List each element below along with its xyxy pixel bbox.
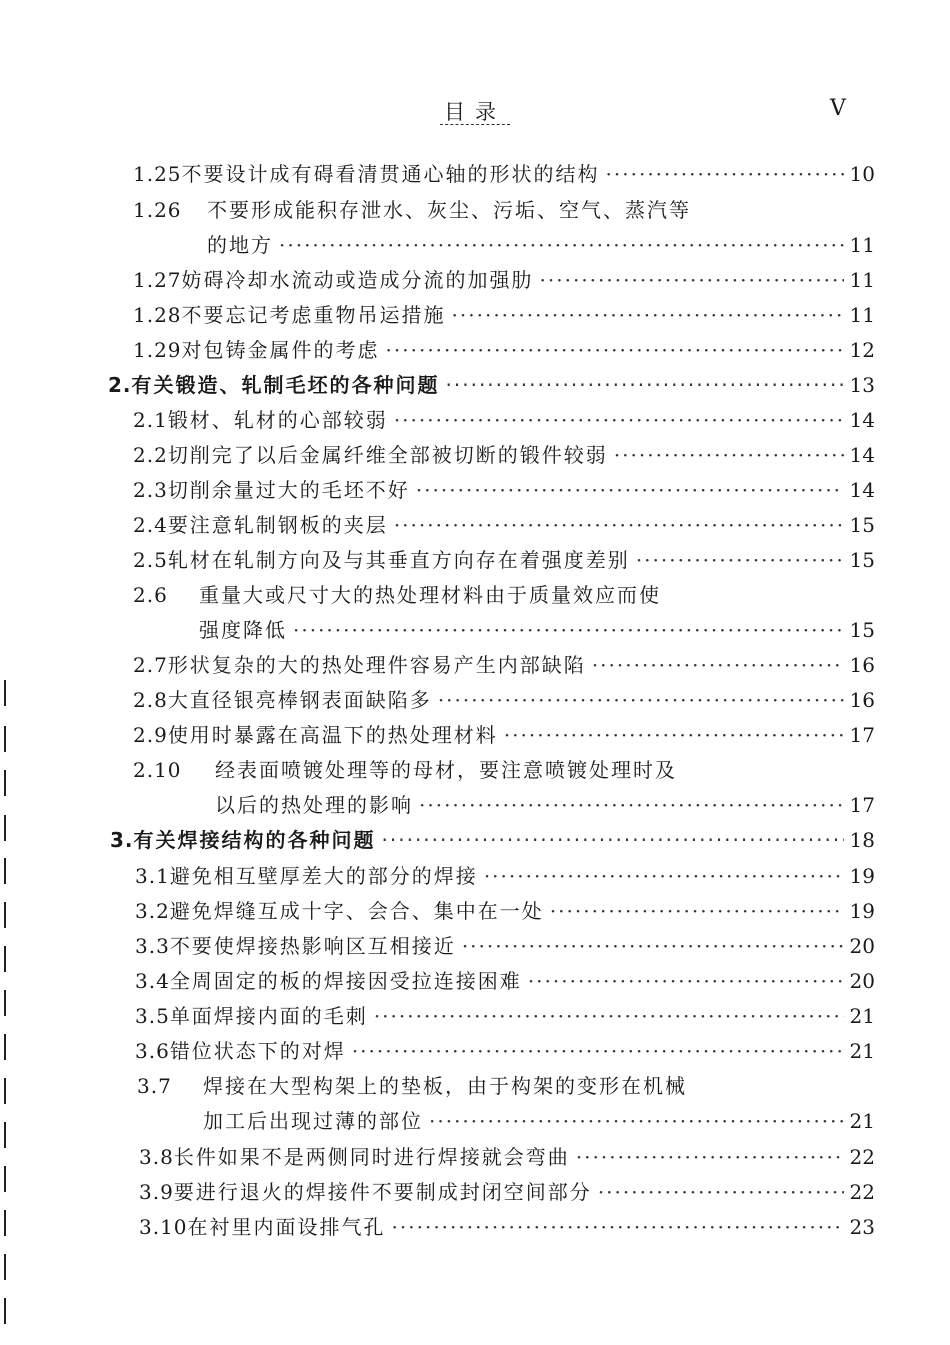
margin-mark — [4, 1034, 6, 1060]
toc-entry-title: 单面焊接内面的毛刺 — [169, 1004, 368, 1028]
toc-entry-page: 18 — [849, 828, 875, 852]
dot-leader — [540, 268, 844, 292]
toc-entry[interactable] — [135, 860, 875, 890]
toc-entry-title: 对包铸金属件的考虑 — [181, 338, 380, 362]
toc-entry-page: 11 — [849, 233, 875, 257]
toc-entry-page: 19 — [849, 899, 875, 923]
toc-entry-page: 21 — [849, 1004, 875, 1028]
toc-entry-page: 20 — [849, 934, 875, 958]
margin-mark — [4, 1254, 6, 1280]
toc-entry-title: 在衬里内面设排气孔 — [187, 1215, 386, 1239]
toc-entry[interactable] — [133, 474, 875, 504]
toc-entry-page: 17 — [849, 793, 875, 817]
toc-entry-title-continued: 强度降低 — [199, 618, 287, 642]
toc-entry-page: 16 — [849, 653, 875, 677]
toc-entry-title: 全周固定的板的焊接因受拉连接困难 — [169, 969, 522, 993]
toc-entry-number: 2.5 — [133, 548, 168, 572]
toc-entry-number: 2.4 — [133, 513, 168, 537]
toc-entry-number: 3.5 — [135, 1004, 170, 1028]
toc-entry[interactable] — [133, 544, 875, 574]
toc-entry[interactable] — [133, 579, 875, 609]
dot-leader — [438, 688, 844, 712]
dot-leader — [416, 478, 844, 502]
toc-entry-page: 14 — [849, 408, 875, 432]
toc-entry-number: 3.9 — [139, 1180, 174, 1204]
toc-entry-number: 2.9 — [133, 723, 168, 747]
toc-entry-title: 不要设计成有碍看清贯通心轴的形状的结构 — [181, 162, 600, 186]
toc-entry-page: 22 — [849, 1180, 875, 1204]
toc-entry-number: 2.10 — [133, 758, 182, 782]
margin-mark — [4, 770, 6, 796]
toc-entry[interactable] — [139, 1176, 875, 1206]
toc-entry-title: 使用时暴露在高温下的热处理材料 — [167, 723, 498, 747]
toc-entry-page: 11 — [849, 303, 875, 327]
toc-entry-title: 避免相互壁厚差大的部分的焊接 — [169, 864, 478, 888]
toc-entry-page: 15 — [849, 618, 875, 642]
margin-mark — [4, 680, 6, 706]
dot-leader — [592, 653, 844, 677]
toc-entry-page: 21 — [849, 1109, 875, 1133]
toc-entry-title: 不要使焊接热影响区互相接近 — [169, 934, 456, 958]
toc-entry-number: 3.3 — [135, 934, 170, 958]
toc-entry-number: 1.27 — [133, 268, 182, 292]
toc-entry-title: 长件如果不是两侧同时进行焊接就会弯曲 — [173, 1145, 570, 1169]
toc-entry-page: 16 — [849, 688, 875, 712]
toc-entry-number: 3.10 — [139, 1215, 188, 1239]
toc-entry-continuation[interactable] — [215, 789, 875, 819]
toc-entry-title: 避免焊缝互成十字、会合、集中在一处 — [169, 899, 544, 923]
toc-entry[interactable] — [135, 930, 875, 960]
toc-entry[interactable] — [133, 509, 875, 539]
margin-mark — [4, 815, 6, 841]
toc-entry[interactable] — [133, 754, 875, 784]
dot-leader — [550, 899, 844, 923]
toc-entry-title: 错位状态下的对焊 — [169, 1039, 346, 1063]
toc-entry[interactable] — [133, 158, 875, 188]
toc-entry-title-continued: 加工后出现过薄的部位 — [203, 1109, 423, 1133]
toc-entry-title: 重量大或尺寸大的热处理材料由于质量效应而使 — [199, 583, 661, 607]
toc-entry[interactable] — [139, 1211, 875, 1241]
margin-mark — [4, 1078, 6, 1104]
toc-entry-title: 形状复杂的大的热处理件容易产生内部缺陷 — [167, 653, 586, 677]
page-header-title: 目录 — [0, 96, 950, 126]
toc-entry-page: 19 — [849, 864, 875, 888]
margin-mark — [4, 990, 6, 1016]
toc-entry-title: 要注意轧制钢板的夹层 — [167, 513, 388, 537]
toc-entry-title: 经表面喷镀处理等的母材，要注意喷镀处理时及 — [215, 758, 677, 782]
toc-entry-title: 妨碍冷却水流动或造成分流的加强肋 — [181, 268, 534, 292]
dot-leader — [452, 303, 844, 327]
toc-entry-title: 切削完了以后金属纤维全部被切断的锻件较弱 — [167, 443, 608, 467]
toc-entry-page: 15 — [849, 548, 875, 572]
margin-mark — [4, 1166, 6, 1192]
toc-entry[interactable] — [133, 439, 875, 469]
toc-entry-number: 2.1 — [133, 408, 168, 432]
dot-leader — [386, 338, 844, 362]
toc-entry-number: 2.7 — [133, 653, 168, 677]
dot-leader — [293, 618, 844, 642]
margin-mark — [4, 946, 6, 972]
toc-entry-title: 不要忘记考虑重物吊运措施 — [181, 303, 446, 327]
toc-entry-page: 10 — [849, 162, 875, 186]
dot-leader — [576, 1145, 844, 1169]
toc-entry-page: 22 — [849, 1145, 875, 1169]
toc-entry-continuation[interactable] — [203, 1105, 875, 1135]
dot-leader — [504, 723, 844, 747]
toc-entry-title: 锻材、轧材的心部较弱 — [167, 408, 388, 432]
toc-entry-title-continued: 的地方 — [207, 233, 273, 257]
dot-leader — [374, 1004, 844, 1028]
dot-leader — [382, 828, 844, 852]
toc-entry[interactable] — [133, 649, 875, 679]
dot-leader — [352, 1039, 844, 1063]
dot-leader — [528, 969, 844, 993]
toc-entry-page: 11 — [849, 268, 875, 292]
toc-entry-number: 3.8 — [139, 1145, 174, 1169]
toc-entry-title: 不要形成能积存泄水、灰尘、污垢、空气、蒸汽等 — [207, 198, 691, 222]
toc-chapter-entry[interactable] — [108, 369, 875, 399]
page-number-roman: V — [830, 96, 846, 121]
dot-leader — [392, 1215, 844, 1239]
toc-entry-title: 切削余量过大的毛坯不好 — [167, 478, 410, 502]
toc-entry-number: 1.28 — [133, 303, 182, 327]
toc-entry-page: 13 — [849, 373, 875, 397]
dot-leader — [606, 162, 844, 186]
toc-entry-number: 2.6 — [133, 583, 168, 607]
margin-mark — [4, 1210, 6, 1236]
toc-entry-number: 2.8 — [133, 688, 168, 712]
toc-entry-number: 3.7 — [137, 1074, 172, 1098]
toc-entry-page: 15 — [849, 513, 875, 537]
toc-entry-title: 轧材在轧制方向及与其垂直方向存在着强度差别 — [167, 548, 630, 572]
toc-entry-number: 3.4 — [135, 969, 170, 993]
toc-chapter-number: 3. — [110, 828, 134, 852]
toc-chapter-title: 有关焊接结构的各种问题 — [133, 828, 376, 852]
dot-leader — [394, 408, 844, 432]
toc-entry[interactable] — [133, 299, 875, 329]
toc-entry-page: 17 — [849, 723, 875, 747]
toc-entry[interactable] — [133, 719, 875, 749]
toc-entry-title: 要进行退火的焊接件不要制成封闭空间部分 — [173, 1180, 592, 1204]
dot-leader — [636, 548, 844, 572]
dot-leader — [462, 934, 844, 958]
toc-entry-title-continued: 以后的热处理的影响 — [215, 793, 413, 817]
toc-entry-continuation[interactable] — [199, 614, 875, 644]
margin-mark — [4, 726, 6, 752]
toc-entry-page: 12 — [849, 338, 875, 362]
toc-entry-number: 3.2 — [135, 899, 170, 923]
toc-entry[interactable] — [133, 334, 875, 364]
toc-entry[interactable] — [135, 1035, 875, 1065]
toc-entry-number: 2.2 — [133, 443, 168, 467]
toc-entry-number: 3.6 — [135, 1039, 170, 1063]
toc-entry-number: 1.29 — [133, 338, 182, 362]
toc-chapter-number: 2. — [108, 373, 132, 397]
toc-entry-page: 14 — [849, 443, 875, 467]
toc-entry-title: 大直径银亮棒钢表面缺陷多 — [167, 688, 432, 712]
toc-entry[interactable] — [139, 1141, 875, 1171]
toc-entry-page: 21 — [849, 1039, 875, 1063]
toc-entry-page: 23 — [849, 1215, 875, 1239]
dot-leader — [394, 513, 844, 537]
dot-leader — [614, 443, 844, 467]
toc-entry[interactable] — [133, 194, 875, 224]
toc-entry[interactable] — [133, 684, 875, 714]
dot-leader — [419, 793, 844, 817]
dot-leader — [446, 373, 844, 397]
dot-leader — [429, 1109, 844, 1133]
margin-mark — [4, 1122, 6, 1148]
toc-entry[interactable] — [133, 264, 875, 294]
toc-entry-number: 1.25 — [133, 162, 182, 186]
margin-mark — [4, 858, 6, 884]
toc-entry[interactable] — [133, 404, 875, 434]
toc-entry-title: 焊接在大型构架上的垫板，由于构架的变形在机械 — [203, 1074, 687, 1098]
toc-entry-continuation[interactable] — [207, 229, 875, 259]
toc-entry-number: 3.1 — [135, 864, 170, 888]
toc-entry-page: 14 — [849, 478, 875, 502]
margin-mark — [4, 902, 6, 928]
toc-entry[interactable] — [135, 1000, 875, 1030]
toc-entry-number: 1.26 — [133, 198, 182, 222]
margin-mark — [4, 1298, 6, 1324]
toc-entry-number: 2.3 — [133, 478, 168, 502]
dot-leader — [598, 1180, 844, 1204]
toc-chapter-entry[interactable] — [110, 824, 875, 854]
toc-entry[interactable] — [135, 965, 875, 995]
scan-margin-artifact — [4, 680, 6, 1330]
dot-leader — [279, 233, 844, 257]
dot-leader — [484, 864, 844, 888]
toc-entry-page: 20 — [849, 969, 875, 993]
toc-entry[interactable] — [137, 1070, 875, 1100]
toc-entry[interactable] — [135, 895, 875, 925]
toc-chapter-title: 有关锻造、轧制毛坯的各种问题 — [131, 373, 440, 397]
